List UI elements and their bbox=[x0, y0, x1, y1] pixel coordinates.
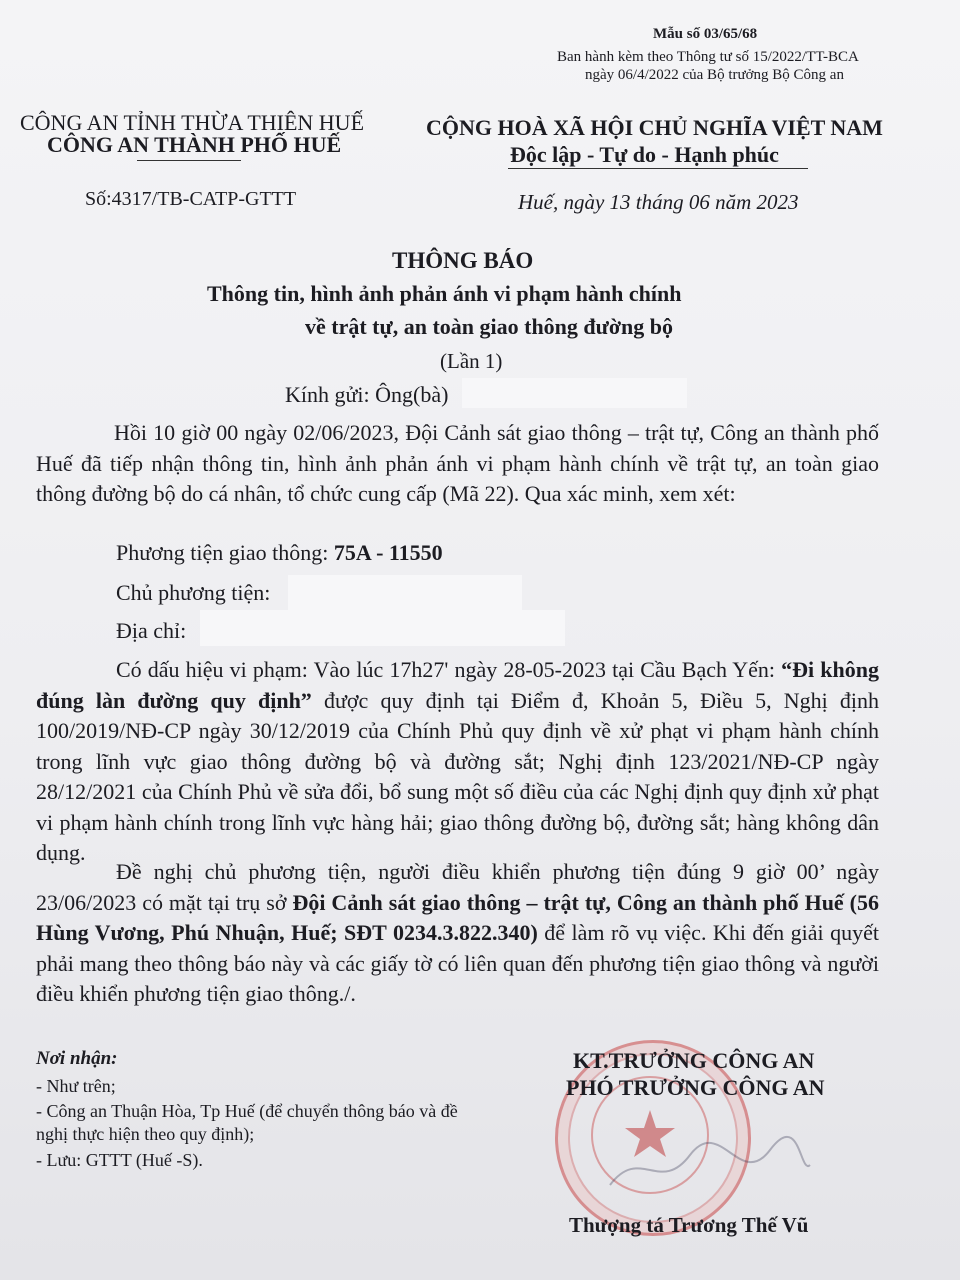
owner-label: Chủ phương tiện: bbox=[116, 580, 271, 605]
recipients-title: Nơi nhận: bbox=[36, 1048, 118, 1069]
agency-name: CÔNG AN THÀNH PHỐ HUẾ bbox=[47, 132, 342, 157]
recipient-item-3: - Lưu: GTTT (Huế -S). bbox=[36, 1150, 203, 1170]
recipient-item-1: - Như trên; bbox=[36, 1076, 116, 1096]
motto-underline bbox=[508, 168, 808, 169]
intro-paragraph: Hồi 10 giờ 00 ngày 02/06/2023, Đội Cảnh sát giao thông – trật tự, Công an thành phố Huế đã tiếp nhận thông tin, hình ảnh phản ánh vi phạm hành chính về trật tự, an toàn giao thông đường bộ do cá nhân, tổ chức cung cấp (Mã 22). Qua xác minh, xem xét: bbox=[36, 420, 879, 506]
recipient-item-2: - Công an Thuận Hòa, Tp Huế (để chuyển thông báo và đề nghị thực hiện theo quy định); bbox=[36, 1101, 458, 1144]
form-issued-line1: Ban hành kèm theo Thông tư số 15/2022/TT-BCA bbox=[557, 49, 859, 65]
notice-subtitle-line1: Thông tin, hình ảnh phản ánh vi phạm hành chính bbox=[207, 281, 682, 306]
address-label: Địa chỉ: bbox=[116, 618, 187, 643]
address-row bbox=[116, 618, 186, 644]
vehicle-plate: 75A - 11550 bbox=[333, 540, 443, 565]
nation-title: CỘNG HOÀ XÃ HỘI CHỦ NGHĨA VIỆT NAM bbox=[426, 115, 883, 140]
vehicle-label: Phương tiện giao thông: bbox=[116, 540, 329, 565]
signer-name: Thượng tá Trương Thế Vũ bbox=[569, 1213, 809, 1237]
request-place: Đội Cảnh sát giao thông – trật tự, Công an thành phố Huế (56 Hùng Vương, Phú Nhuận, Huế; SĐT 0234.3.822.340) bbox=[36, 889, 880, 945]
form-number: Mẫu số 03/65/68 bbox=[653, 26, 758, 42]
redacted-address bbox=[200, 610, 565, 646]
violation-paragraph: Có dấu hiệu vi phạm: Vào lúc 17h27' ngày 28-05-2023 tại Cầu Bạch Yến: “Đi không đúng làn đường quy định” được quy định tại Điểm đ, Khoản 5, Điều 5, Nghị định 100/2019/NĐ-CP ngày 30/12/2019 của Chính Phủ quy định về xử phạt vi phạm hành chính trong lĩnh vực giao thông đường bộ và đường sắt; Nghị định 123/2021/NĐ-CP ngày 28/12/2021 của Chính Phủ về sửa đổi, bổ sung một số điều của các Nghị định quy định xử phạt vi phạm hành chính trong lĩnh vực hàng hải; giao thông đường bộ, đường sắt; hàng không dân dụng. bbox=[36, 657, 879, 865]
notice-round: (Lần 1) bbox=[440, 349, 503, 373]
document-number: Số:4317/TB-CATP-GTTT bbox=[85, 188, 297, 210]
owner-row bbox=[116, 580, 270, 606]
redacted-owner bbox=[288, 575, 522, 611]
form-issued-line2: ngày 06/4/2022 của Bộ trưởng Bộ Công an bbox=[585, 67, 844, 83]
agency-parent: CÔNG AN TỈNH THỪA THIÊN HUẾ bbox=[20, 110, 365, 135]
vehicle-row bbox=[116, 540, 443, 566]
signer-role-line1: KT.TRƯỞNG CÔNG AN bbox=[573, 1048, 815, 1073]
request-paragraph: Đề nghị chủ phương tiện, người điều khiển phương tiện đúng 9 giờ 00’ ngày 23/06/2023 có mặt tại trụ sở Đội Cảnh sát giao thông – trật tự, Công an thành phố Huế (56 Hùng Vương, Phú Nhuận, Huế; SĐT 0234.3.822.340) để làm rõ vụ việc. Khi đến giải quyết phải mang theo thông báo này và các giấy tờ có liên quan đến phương tiện giao thông và người điều khiển phương tiện giao thông./. bbox=[36, 859, 880, 1006]
notice-title: THÔNG BÁO bbox=[392, 248, 534, 273]
document-date: Huế, ngày 13 tháng 06 năm 2023 bbox=[518, 190, 799, 214]
recipient-label: Kính gửi: Ông(bà) bbox=[285, 382, 449, 407]
signer-role-line2: PHÓ TRƯỞNG CÔNG AN bbox=[566, 1075, 825, 1100]
redacted-recipient bbox=[462, 378, 687, 408]
violation-name: “Đi không đúng làn đường quy định” bbox=[36, 657, 879, 713]
signature-scribble bbox=[600, 1125, 820, 1205]
nation-motto: Độc lập - Tự do - Hạnh phúc bbox=[510, 142, 779, 167]
agency-underline bbox=[137, 160, 241, 161]
notice-subtitle-line2: về trật tự, an toàn giao thông đường bộ bbox=[305, 314, 674, 339]
